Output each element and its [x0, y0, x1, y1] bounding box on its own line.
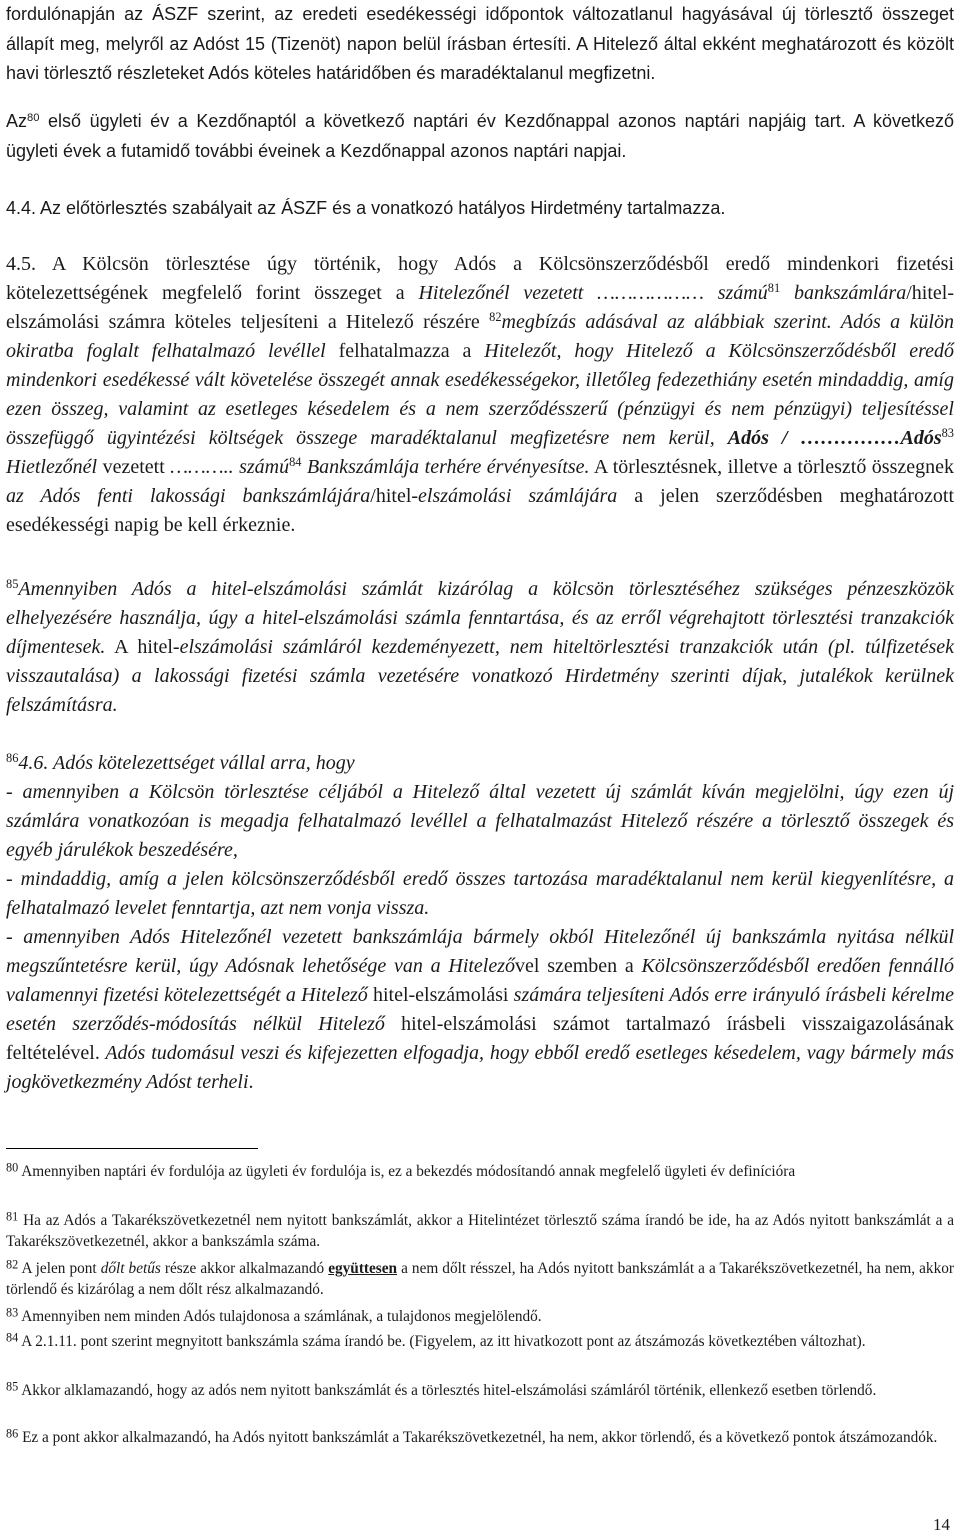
- paragraph-4-4: 4.4. Az előtörlesztés szabályait az ÁSZF és a vonatkozó hatályos Hirdetmény tartalmazza.: [6, 198, 726, 218]
- footnote-82: $^{82}$ A jelen pont dőlt betűs része akkor alkalmazandó együttesen a nem dőlt résszel, ha Adós nyitott bankszámlát a a Takarékszövetkezetnél, ha nem, akkor törlendő és kizárólag a nem dőlt rész alkalmazandó.: [6, 1257, 954, 1299]
- footnote-separator: [6, 1148, 258, 1149]
- paragraph-intro: [6, 0, 954, 89]
- footnote-ref-85: 85: [6, 577, 19, 592]
- obligation-item-3: - amennyiben Adós Hitelezőnél vezetett bankszámlája bármely okból Hitelezőnél új bankszámla nyitása nélkül megszűntetésre kerül, úgy Adósnak lehetősége van a Hitelezővel szemben a Kölcsönszerződésből eredően fennálló valamennyi fizetési kötelezettségét a Hitelező hitel-elszámolási számára teljesíteni Adós erre irányuló írásbeli kérelme esetén szerződés-módosítás nélkül Hitelező hitel-elszámolási számot tartalmazó írásbeli visszaigazolásának feltételével. Adós tudomásul veszi és kifejezetten elfogadja, hogy ebből eredő esetleges késedelem, vagy bármely más jogkövetkezmény Adóst terheli.: [6, 926, 955, 1093]
- footnote-ref-86: 86: [6, 751, 19, 766]
- page-number: 14: [933, 1515, 950, 1534]
- paragraph-business-year: Az$^{80}$ első ügyleti év a Kezdőnaptól a következő naptári év Kezdőnappal azonos naptári napjáig tart. A következő ügyleti évek a futamidő további éveinek a Kezdőnappal azonos naptári napjai.: [6, 111, 954, 161]
- footnote-86: $^{86}$ Ez a pont akkor alkalmazandó, ha Adós nyitott bankszámlát a Takarékszövetkezetnél, ha nem, akkor törlendő, és a következő pontok átszámozandók.: [6, 1426, 938, 1446]
- footnote-ref-84: 84: [289, 455, 302, 470]
- intro-line-1: fordulónapján az ÁSZF szerint, az eredeti esedékességi időpontok változatlanul hagyásával új törlesztő összeget állapít meg, melyről az Adóst 15 (Tizenöt) napon belül írásban értesíti.: [6, 4, 954, 54]
- paragraph-4-6: [6, 749, 954, 1097]
- footnote-ref-83: 83: [941, 426, 954, 441]
- intro-line-2: A Hitelező által ekként meghatározott és közölt havi törlesztő részleteket Adós köteles határidőben és maradéktalanul megfizetni.: [6, 33, 955, 83]
- footnote-80: $^{80}$ Amennyiben naptári év fordulója az ügyleti év fordulója is, ez a bekezdés módosítandó annak megfelelő ügyleti év definícióra: [6, 1160, 796, 1180]
- paragraph-4-5: 4.5. A Kölcsön törlesztése úgy történik, hogy Adós a Kölcsönszerződésből eredő mindenkori fizetési kötelezettségének megfelelő forint összeget a Hitelezőnél vezetett ……………… számú$^{81}$ bankszámlára/hitel-elszámolási számra köteles teljesíteni a Hitelező részére $^{82}$megbízás adásával az alábbiak szerint. Adós a külön okiratba foglalt felhatalmazó levéllel felhatalmazza a Hitelezőt, hogy Hitelező a Kölcsönszerződésből eredő mindenkori esedékessé vált követelése összegét annak esedékességekor, illetőleg fedezethiány esetén mindaddig, amíg ezen összeg, valamint az esetleges késedelem és a nem szerződésszerű (pénzügyi és nem pénzügyi) teljesítéssel összefüggő ügyintézési költségek összege maradéktalanul megfizetésre nem kerül, Adós / ……………Adós$^{83}$ Hietlezőnél vezetett ……….. számú$^{84}$ Bankszámlája terhére érvényesítse. A törlesztésnek, illetve a törlesztő összegnek az Adós fenti lakossági bankszámlájára/hitel-elszámolási számlájára a jelen szerződésben meghatározott esedékességi napig be kell érkeznie.: [6, 253, 955, 536]
- footnote-ref-81: 81: [767, 281, 781, 296]
- footnote-83: $^{83}$ Amennyiben nem minden Adós tulajdonosa a számlának, a tulajdonos megjelölendő.: [6, 1305, 542, 1325]
- footnote-85: $^{85}$ Akkor alklamazandó, hogy az adós nem nyitott bankszámlát és a törlesztés hitel-elszámolási számláról történik, ellenkező esetben törlendő.: [6, 1379, 877, 1399]
- paragraph-85-account-fees: $^{85}$Amennyiben Adós a hitel-elszámolási számlát kizárólag a kölcsön törlesztéséhez szükséges pénzeszközök elhelyezésére használja, úgy a hitel-elszámolási számla fenntartása, és az erről végrehajtott törlesztési tranzakciók díjmentesek. A hitel-elszámolási számláról kezdeményezett, nem hiteltörlesztési tranzakciók után (pl. túlfizetések visszautalása) a lakossági fizetési számla vezetésére vonatkozó Hirdetmény szerinti díjak, jutalékok kerülnek felszámításra.: [6, 577, 954, 716]
- section-4-6-heading: 4.6. Adós kötelezettséget vállal arra, hogy: [18, 752, 355, 774]
- footnote-ref-82: 82: [489, 310, 502, 325]
- footnote-81: $^{81}$ Ha az Adós a Takarékszövetkezetnél nem nyitott bankszámlát, akkor a Hitelintézet törlesztő száma írandó be ide, ha az Adós nyitott bankszámlát a a Takarékszövetkezetnél, akkor a bankszámla száma.: [6, 1209, 955, 1251]
- obligation-item-2: - mindaddig, amíg a jelen kölcsönszerződésből eredő összes tartozása maradéktalanul nem kerül kiegyenlítésre, a felhatalmazó levelet fenntartja, azt nem vonja vissza.: [6, 868, 954, 919]
- obligation-item-1: - amennyiben a Kölcsön törlesztése céljából a Hitelező által vezetett új számlát kíván megjelölni, úgy ezen új számlára vonatkozóan is megadja felhatalmazó levéllel a felhatalmazást Hitelező részére a törlesztő összegek és egyéb járulékok beszedésére,: [6, 781, 954, 861]
- footnote-ref-80: 80: [27, 111, 40, 124]
- footnote-84: $^{84}$ A 2.1.11. pont szerint megnyitott bankszámla száma írandó be. (Figyelem, az itt hivatkozott pont az átszámozás következtében változhat).: [6, 1330, 866, 1350]
